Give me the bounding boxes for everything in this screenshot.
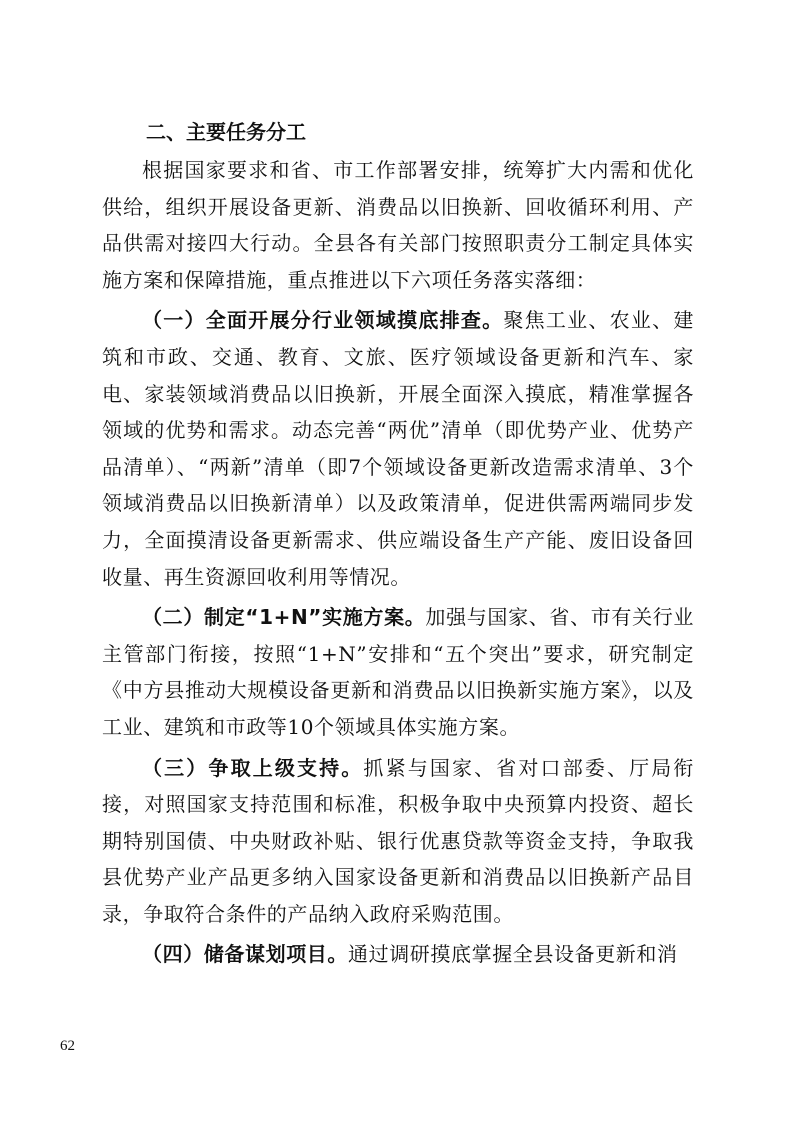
task-item-3-lead: （三）争取上级支持。 <box>142 755 364 780</box>
task-item-3 <box>102 750 694 933</box>
task-item-4 <box>102 936 694 973</box>
task-item-1-lead: （一）全面开展分行业领域摸底排查。 <box>142 308 504 333</box>
page-number: 62 <box>60 1038 75 1054</box>
section-heading: 二、主要任务分工 <box>146 120 306 144</box>
task-item-4-lead: （四）储备谋划项目。 <box>142 942 348 967</box>
task-item-4-body: 通过调研摸底掌握全县设备更新和消 <box>348 942 678 967</box>
task-item-2-lead: （二）制定“1+N”实施方案。 <box>142 605 426 630</box>
task-item-2-body: 加强与国家、省、市有关行业主管部门衔接，按照“1+N”安排和“五个突出”要求，研究制定《中方县推动大规模设备更新和消费品以旧换新实施方案》，以及工业、建筑和市政等10个领域具体实施方案。 <box>102 605 694 739</box>
task-item-1-body: 聚焦工业、农业、建筑和市政、交通、教育、文旅、医疗领域设备更新和汽车、家电、家装领域消费品以旧换新，开展全面深入摸底，精准掌握各领域的优势和需求。动态完善“两优”清单（即优势产业、优势产品清单）、“两新”清单（即7个领域设备更新改造需求清单、3个领域消费品以旧换新清单）以及政策清单，促进供需两端同步发力，全面摸清设备更新需求、供应端设备生产产能、废旧设备回收量、再生资源回收利用等情况。 <box>102 308 695 589</box>
intro-paragraph: 根据国家要求和省、市工作部署安排，统筹扩大内需和优化供给，组织开展设备更新、消费品以旧换新、回收循环利用、产品供需对接四大行动。全县各有关部门按照职责分工制定具体实施方案和保障措施，重点推进以下六项任务落实落细： <box>102 158 694 292</box>
task-item-2 <box>102 599 694 745</box>
task-item-3-body: 抓紧与国家、省对口部委、厅局衔接，对照国家支持范围和标准，积极争取中央预算内投资、超长期特别国债、中央财政补贴、银行优惠贷款等资金支持，争取我县优势产业产品更多纳入国家设备更新和消费品以旧换新产品目录，争取符合条件的产品纳入政府采购范围。 <box>102 755 695 926</box>
document-body <box>102 112 694 977</box>
task-item-1 <box>102 302 694 595</box>
